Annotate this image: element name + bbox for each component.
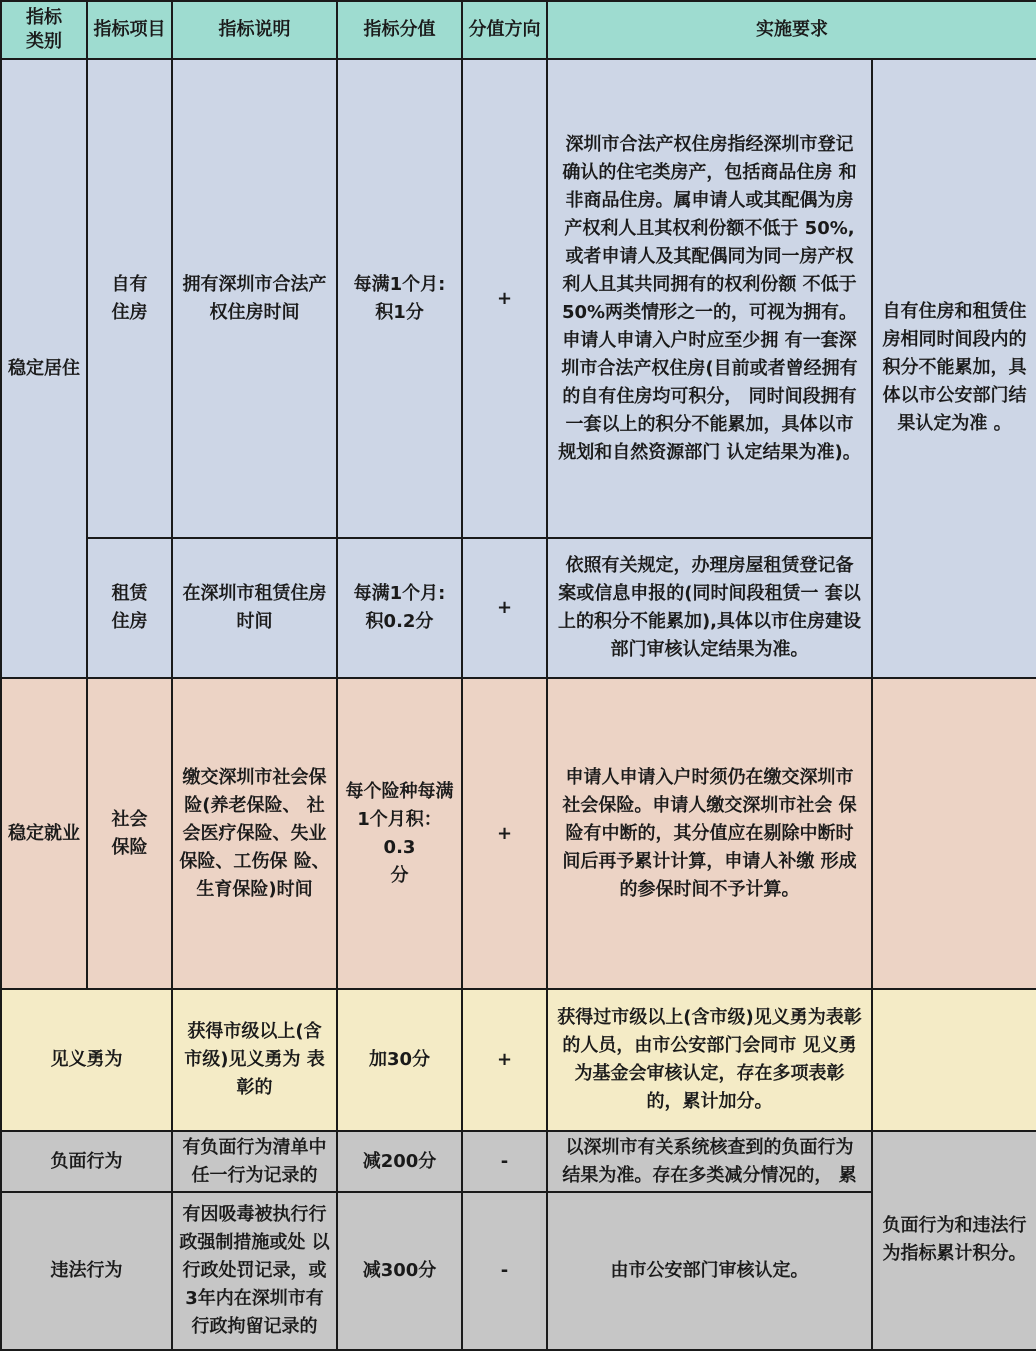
score-bravery: 加30分 [337,989,462,1131]
desc-negative: 有负面行为清单中 任一行为记录的 [172,1131,337,1191]
direction-rent-housing: + [462,538,547,678]
requirement-illegal: 由市公安部门审核认定。 [547,1192,872,1350]
direction-own-housing: + [462,59,547,538]
note-housing: 自有住房和租赁住 房相同时间段内的 积分不能累加，具 体以市公安部门结 果认定为准 。 [872,59,1036,678]
category-negative: 负面行为 [1,1131,172,1191]
desc-bravery: 获得市级以上(含 市级)见义勇为 表 彰的 [172,989,337,1131]
header-item: 指标项目 [87,1,172,59]
requirement-own-housing: 深圳市合法产权住房指经深圳市登记 确认的住宅类房产，包括商品住房 和 非商品住房。属申请人或其配偶为房 产权利人且其权利份额不低于 50%, 或者申请人及其配偶同为同一房产权 利人且其共同拥有的权利份额 不低于 50%两类情形之一的，可视为拥有。 申请人申请入户时应至少拥 有一套深 圳市合法产权住房(目前或者曾经拥有 的自有住房均可积分， 同时间段拥有 一套以上的积分不能累加，具体以市 规划和自然资源部门 认定结果为准)。 [547,59,872,538]
item-social-insurance: 社会 保险 [87,678,172,989]
category-stable-residence: 稳定居住 [1,59,87,678]
score-rent-housing: 每满1个月: 积0.2分 [337,538,462,678]
direction-bravery: + [462,989,547,1131]
note-bravery [872,989,1036,1131]
item-own-housing: 自有 住房 [87,59,172,538]
header-row [1,1,1036,59]
requirement-social-insurance: 申请人申请入户时须仍在缴交深圳市 社会保险。申请人缴交深圳市社会 保 险有中断的，其分值应在剔除中断时 间后再予累计计算，申请人补缴 形成 的参保时间不予计算。 [547,678,872,989]
score-illegal: 减300分 [337,1192,462,1350]
note-social-insurance [872,678,1036,989]
header-direction: 分值方向 [462,1,547,59]
direction-social-insurance: + [462,678,547,989]
item-rent-housing: 租赁 住房 [87,538,172,678]
note-penalty: 负面行为和违法行 为指标累计积分。 [872,1131,1036,1350]
header-requirement: 实施要求 [547,1,1036,59]
category-illegal: 违法行为 [1,1192,172,1350]
score-negative: 减200分 [337,1131,462,1191]
desc-social-insurance: 缴交深圳市社会保 险(养老保险、 社 会医疗保险、失业 保险、工伤保 险、 生育保险)时间 [172,678,337,989]
requirement-bravery: 获得过市级以上(含市级)见义勇为表彰 的人员，由市公安部门会同市 见义勇 为基金会审核认定，存在多项表彰 的，累计加分。 [547,989,872,1131]
requirement-rent-housing: 依照有关规定，办理房屋租赁登记备 案或信息申报的(同时间段租赁一 套以 上的积分不能累加),具体以市住房建设 部门审核认定结果为准。 [547,538,872,678]
header-description: 指标说明 [172,1,337,59]
direction-negative: - [462,1131,547,1191]
category-stable-employment: 稳定就业 [1,678,87,989]
header-category: 指标 类别 [1,1,87,59]
table-row-own-housing [1,59,1036,538]
table-row-bravery [1,989,1036,1131]
score-social-insurance: 每个险种每满 1个月积：0.3 分 [337,678,462,989]
desc-own-housing: 拥有深圳市合法产 权住房时间 [172,59,337,538]
desc-rent-housing: 在深圳市租赁住房 时间 [172,538,337,678]
desc-illegal: 有因吸毒被执行行 政强制措施或处 以 行政处罚记录，或 3年内在深圳市有 行政拘留记录的 [172,1192,337,1350]
table-row-negative [1,1131,1036,1191]
score-own-housing: 每满1个月: 积1分 [337,59,462,538]
table-row-social-insurance [1,678,1036,989]
category-bravery: 见义勇为 [1,989,172,1131]
direction-illegal: - [462,1192,547,1350]
header-score: 指标分值 [337,1,462,59]
requirement-negative: 以深圳市有关系统核查到的负面行为 结果为准。存在多类减分情况的， 累 [547,1131,872,1191]
